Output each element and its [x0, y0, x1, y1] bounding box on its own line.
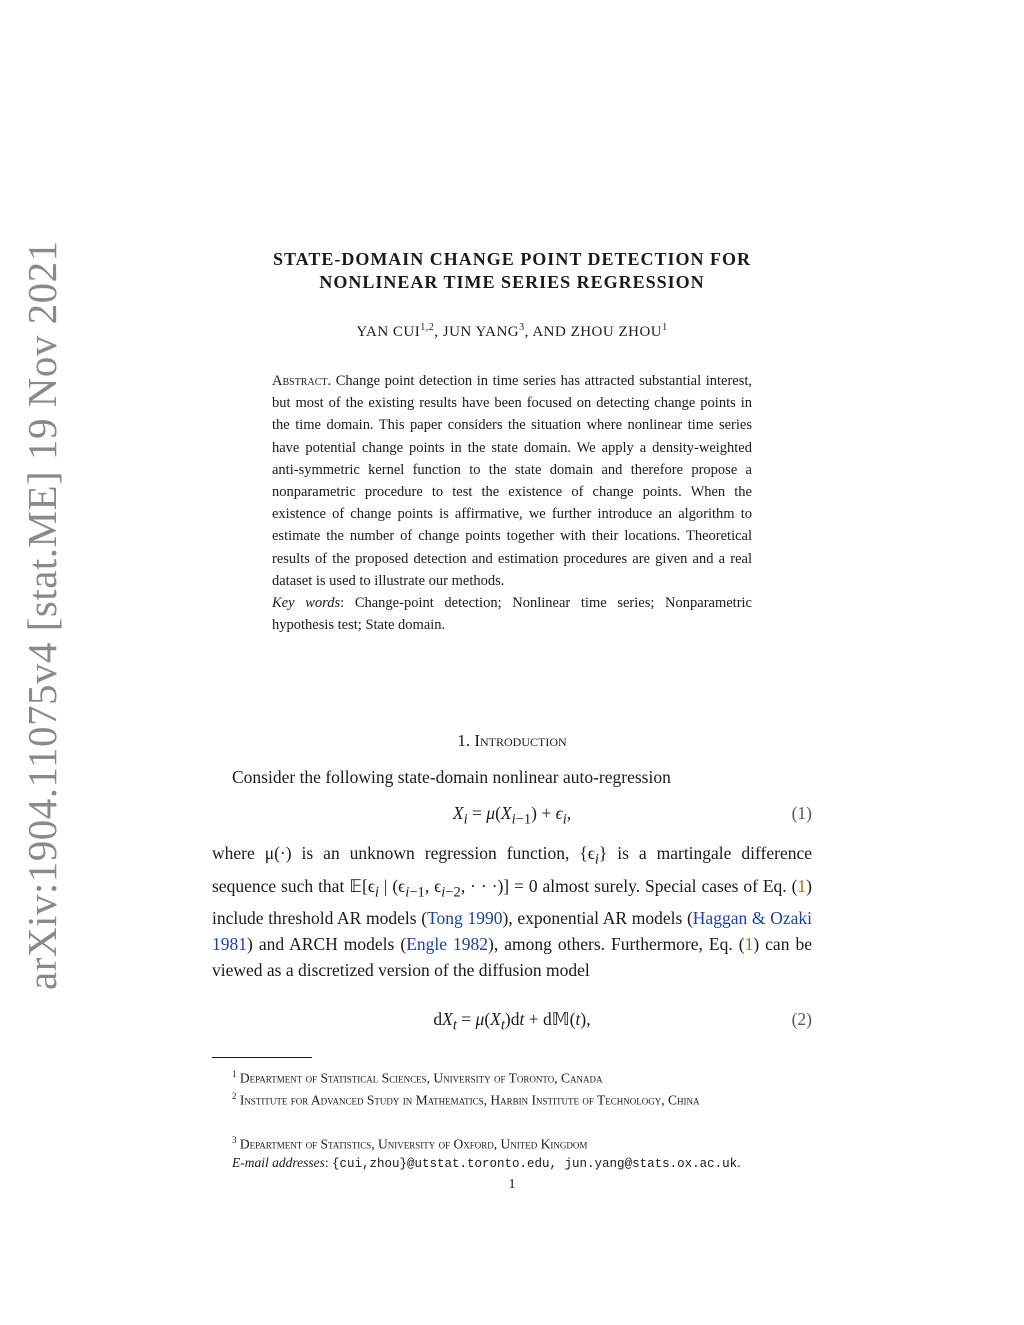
- text-run: ), exponential AR models (: [502, 908, 693, 928]
- email-footnote: E-mail addresses: {cui,zhou}@utstat.toronto.edu, jun.yang@stats.ox.ac.uk.: [232, 1155, 741, 1171]
- arxiv-identifier-stamp: arXiv:1904.11075v4 [stat.ME] 19 Nov 2021: [19, 240, 65, 990]
- equation-2-number: (2): [791, 1009, 812, 1029]
- keywords-paragraph: Key words: Change-point detection; Nonlinear time series; Nonparametric hypothesis test; State domain.: [272, 595, 752, 634]
- author-affiliation: 3: [519, 322, 525, 333]
- abstract-paragraph: [272, 370, 752, 592]
- text-run: where μ(·) is an unknown regression function, {ϵ: [212, 843, 595, 863]
- footnote-marker: 1: [232, 1069, 237, 1079]
- author-list: YAN CUI$^{1,2}$, JUN YANG$^3$, AND ZHOU ZHOU$^1$: [356, 322, 668, 340]
- citation-link-tong[interactable]: Tong 1990: [427, 908, 503, 928]
- footnote-text: Department of Statistical Sciences, University of Toronto, Canada: [239, 1070, 603, 1086]
- keywords-label: Key words: [272, 595, 341, 612]
- section-heading: [0, 731, 1024, 751]
- intro-paragraph-2: where μ(·) is an unknown regression function, $\{\epsilon_i\}$ is a martingale difference sequence such that $𝔼[\epsilon_i$ | ($\epsilon_{i-1}$, $\epsilon_{i-2}$, · · ·)] = 0 almost surely. Special cases of Eq. (1) include threshold AR models (Tong 1990), exponential AR models (Haggan & Ozaki 1981) and ARCH models (Engle 1982), among others. Furthermore, Eq. (1) can be viewed as a discretized version of the diffusion model: [212, 843, 813, 980]
- text-run: , · · ·)] = 0 almost surely. Special cases of Eq. (: [460, 875, 798, 896]
- author-name: JUN YANG: [442, 324, 520, 340]
- abstract-block: [272, 370, 752, 636]
- footnote-marker: 2: [232, 1091, 237, 1101]
- email-addresses[interactable]: {cui,zhou}@utstat.toronto.edu, jun.yang@stats.ox.ac.uk: [332, 1157, 738, 1171]
- intro-paragraph-1: Consider the following state-domain nonlinear auto-regression: [232, 767, 671, 787]
- email-label: E-mail addresses: [232, 1155, 325, 1170]
- page-number: 1: [508, 1177, 516, 1192]
- equation-1-body: $X_i = \mu(X_{i-1}) + \epsilon_i$,: [452, 803, 572, 828]
- equation-2: [212, 1009, 812, 1035]
- citation-link-engle[interactable]: Engle 1982: [406, 934, 489, 954]
- text-run: , ϵ: [424, 875, 442, 896]
- text-run: ) include threshold AR models (: [212, 875, 812, 928]
- author-name: ZHOU ZHOU: [570, 324, 663, 340]
- abstract-label: Abstract.: [272, 373, 332, 389]
- author-affiliation: 1,2: [420, 322, 435, 333]
- citation-link-haggan-ozaki[interactable]: Haggan & Ozaki 1981: [212, 908, 812, 954]
- section-title: Introduction: [474, 731, 567, 750]
- equation-ref-link[interactable]: 1: [797, 875, 807, 896]
- text-run: ) can be viewed as a discretized version of the diffusion model: [212, 934, 812, 980]
- paper-title-line-2: NONLINEAR TIME SERIES REGRESSION: [319, 272, 705, 292]
- equation-ref-link[interactable]: 1: [744, 934, 754, 954]
- footnote-marker: 3: [232, 1135, 237, 1145]
- paper-title-line-1: STATE-DOMAIN CHANGE POINT DETECTION FOR: [272, 249, 752, 269]
- abstract-text: Change point detection in time series has attracted substantial interest, but most of the existing results have been focused on detecting change points in the time domain. This paper considers the situation where nonlinear time series have potential change points in the state domain. We apply a density-weighted anti-symmetric kernel function to the state domain and therefore propose a nonparametric procedure to test the existence of change points. When the existence of change points is affirmative, we further introduce an algorithm to estimate the number of change points together with their locations. Theoretical results of the proposed detection and estimation procedures are given and a real dataset is used to illustrate our methods.: [272, 373, 753, 589]
- equation-1: [212, 803, 812, 829]
- keywords-text: Change-point detection; Nonlinear time series; Nonparametric hypothesis test; State domain.: [272, 595, 752, 634]
- text-run: ) and ARCH models (: [247, 934, 407, 954]
- footnote-text: Department of Statistics, University of Oxford, United Kingdom: [239, 1136, 588, 1152]
- footnote-divider: [212, 1057, 312, 1058]
- text-run: | (ϵ: [378, 875, 406, 896]
- section-number: 1.: [457, 731, 471, 750]
- author-name: YAN CUI: [356, 324, 421, 340]
- author-affiliation: 1: [662, 322, 668, 333]
- footnote-text: Institute for Advanced Study in Mathematics, Harbin Institute of Technology, China: [239, 1092, 700, 1108]
- text-run: } is a martingale difference sequence such that 𝔼[ϵ: [212, 843, 813, 896]
- footnote-2: [212, 1085, 815, 1112]
- equation-1-number: (1): [791, 803, 812, 823]
- text-run: ), among others. Furthermore, Eq. (: [488, 934, 745, 954]
- equation-2-body: $dX_t = \mu(X_t)dt$ + d𝕄(t),: [433, 1009, 591, 1034]
